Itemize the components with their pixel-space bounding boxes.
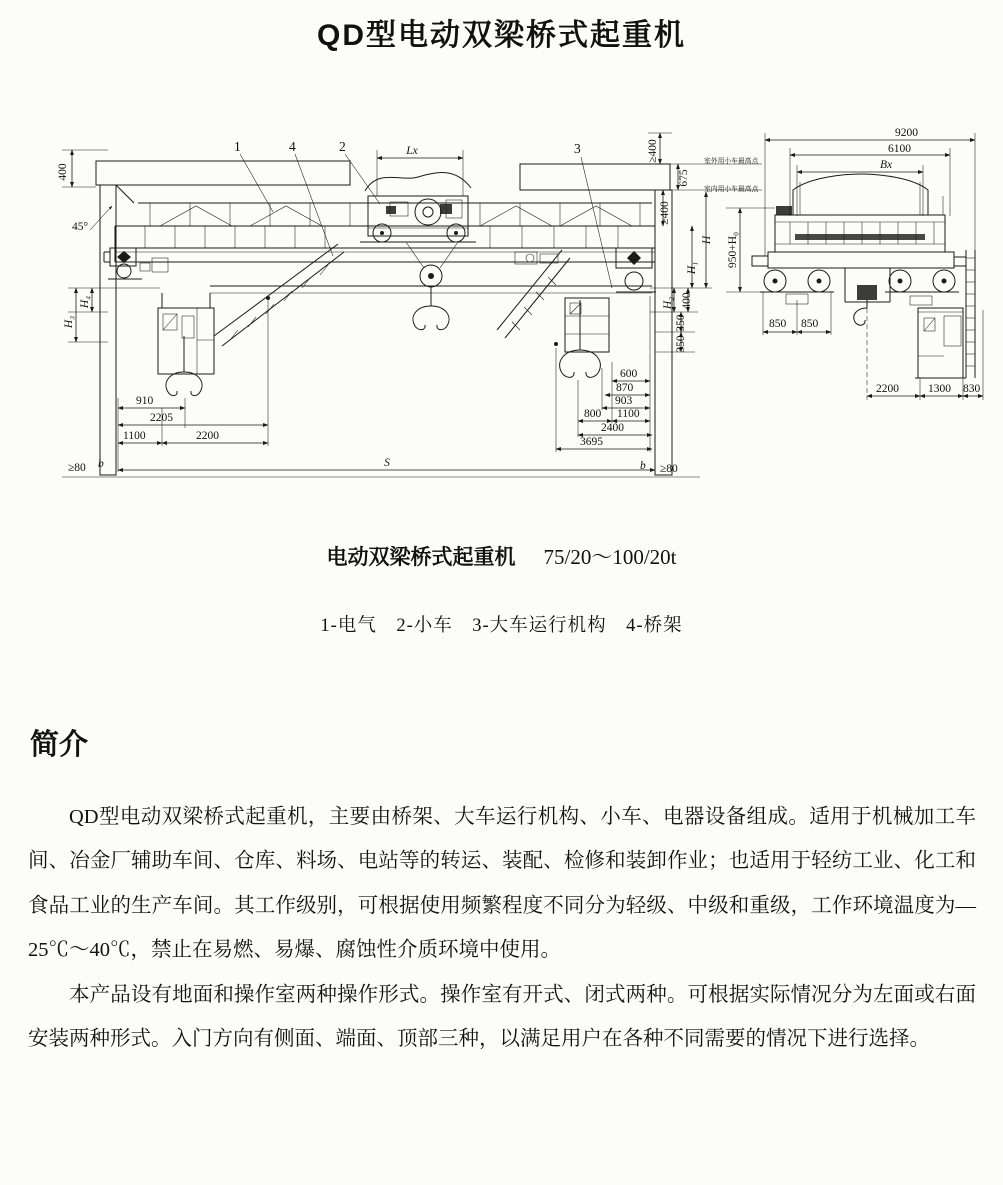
dim-1100-b: 1100: [617, 408, 640, 420]
dim-870: 870: [616, 382, 634, 394]
dim-9200: 9200: [895, 127, 918, 139]
dim-800: 800: [584, 408, 602, 420]
page-title: QD型电动双梁桥式起重机: [317, 19, 686, 52]
dims-right-column: [647, 133, 759, 353]
side-hoist-hook: [845, 268, 890, 400]
note-indoor-trolley: 室内用小车最高点: [704, 186, 759, 193]
dim-3695: 3695: [580, 436, 603, 448]
left-hook: [166, 336, 202, 396]
figure-caption-spec: 75/20～100/20t: [543, 545, 677, 569]
dims-bottom-right: [554, 296, 652, 452]
bridge-end-profile: [752, 174, 966, 268]
intro-paragraph-1: QD型电动双梁桥式起重机，主要由桥架、大车运行机构、小车、电器设备组成。适用于机械加工车间、冶金厂辅助车间、仓库、料场、电站等的转运、装配、检修和装卸作业；也适用于轻纺工业、化工和食品工业的生产车间。其工作级别，可根据使用频繁程度不同分为轻级、中级和重级，工作环境温度为—25℃～40℃，禁止在易燃、易爆、腐蚀性介质环境中使用。: [28, 806, 976, 962]
deck-stiffeners: [790, 222, 934, 244]
dim-350-b: 350: [675, 335, 687, 353]
dim-850-a: 850: [769, 318, 787, 330]
side-cab: [915, 250, 975, 378]
dim-950-h0-label: 950+H₀: [727, 231, 739, 269]
building-walls-hatch: [62, 161, 762, 477]
dim-ge400-top: ≥400: [647, 139, 659, 163]
dim-350-a: 350: [675, 314, 687, 332]
dim-2200: 2200: [196, 430, 219, 442]
side-view: [726, 127, 983, 400]
part-label-3: 3: [574, 141, 581, 156]
ladder-rungs: [966, 258, 975, 366]
travel-mechanism: [497, 248, 656, 352]
access-stairs: [214, 244, 344, 346]
dim-2205: 2205: [150, 412, 173, 424]
dims-h3-h4: [63, 288, 160, 342]
dim-b-left: b: [98, 458, 104, 470]
girder-stiffeners: [145, 226, 618, 248]
dim-span: [68, 457, 678, 475]
dim-1300: 1300: [928, 383, 951, 395]
dim-ge80-right: ≥80: [660, 463, 678, 475]
dim-6100: 6100: [888, 143, 911, 155]
dim-s: S: [384, 457, 390, 469]
dim-600: 600: [620, 368, 638, 380]
operator-cab: [158, 293, 214, 374]
dim-950-h0: [726, 208, 775, 292]
figure-legend: 1-电气 2-小车 3-大车运行机构 4-桥架: [320, 616, 683, 636]
part-label-4: 4: [289, 139, 296, 154]
right-hook: [560, 300, 601, 377]
dim-675: 675: [678, 169, 690, 187]
bridge-girder: [115, 203, 655, 293]
dim-830: 830: [963, 383, 981, 395]
dim-400-top-left: 400: [57, 163, 69, 181]
intro-body: [28, 795, 976, 1062]
dim-top-left: [57, 150, 112, 233]
dim-ge80-left: ≥80: [68, 462, 86, 474]
dim-1100: 1100: [123, 430, 146, 442]
dim-h2: H₂: [662, 296, 674, 310]
dim-h4: H₄: [79, 295, 91, 309]
dim-h: H: [701, 235, 713, 245]
dim-400-right: 400: [681, 292, 693, 310]
angle-45-label: 45°: [72, 221, 89, 233]
dim-b-right: b: [640, 460, 646, 472]
trolley: [360, 145, 476, 330]
dim-850-b: 850: [801, 318, 819, 330]
dims-850: [763, 292, 831, 335]
dim-bx: Bx: [880, 159, 893, 171]
dim-lx: Lx: [406, 145, 418, 157]
front-view: [57, 133, 762, 477]
dim-ge400-mid: ≥400: [659, 201, 671, 225]
section-heading: 简介: [30, 729, 89, 761]
dim-h3: H₃: [63, 315, 75, 329]
crane-technical-drawing: [0, 113, 1003, 488]
dim-910: 910: [136, 395, 154, 407]
dim-903: 903: [615, 395, 633, 407]
left-end-carriage: [104, 248, 168, 279]
dim-2400: 2400: [601, 422, 624, 434]
note-outdoor-trolley: 室外用小车最高点: [704, 158, 759, 165]
part-label-2: 2: [339, 139, 346, 154]
figure-caption-name: 电动双梁桥式起重机: [326, 545, 516, 569]
dim-2200-side: 2200: [876, 383, 899, 395]
part-label-1: 1: [234, 139, 241, 154]
dim-h1: H₁: [686, 261, 698, 275]
figure-caption: [0, 541, 1003, 571]
intro-paragraph-2: 本产品设有地面和操作室两种操作形式。操作室有开式、闭式两种。可根据实际情况分为左面或右面安装两种形式。入门方向有侧面、端面、顶部三种，以满足用户在各种不同需要的情况下进行选择。: [28, 983, 976, 1051]
